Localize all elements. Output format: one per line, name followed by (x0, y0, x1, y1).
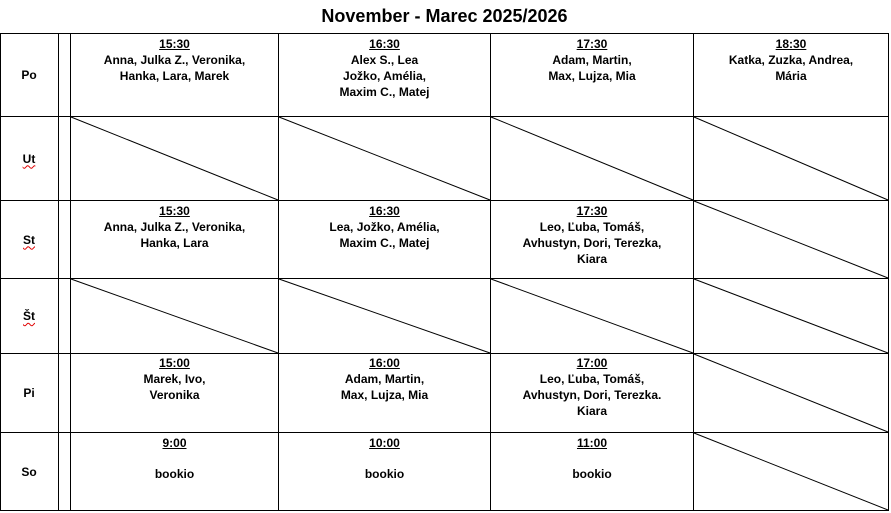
empty-cell-diagonal (694, 433, 888, 510)
day-label-pi: Pi (23, 386, 35, 400)
slot-time: 17:30 (576, 37, 608, 51)
slot-names: bookio (154, 467, 195, 481)
schedule-title: November - Marec 2025/2026 (321, 6, 568, 26)
slot-time: 17:30 (576, 204, 608, 218)
slot-names: Lea, Jožko, Amélia, Maxim C., Matej (329, 220, 440, 250)
slot-time: 15:30 (159, 37, 190, 51)
slot-time: 16:30 (369, 204, 400, 218)
slot-time: 9:00 (162, 436, 187, 450)
empty-cell-diagonal (71, 117, 278, 200)
slot-names: Anna, Julka Z., Veronika, Hanka, Lara (103, 220, 246, 250)
slot-time: 16:00 (369, 356, 400, 370)
empty-cell-diagonal (491, 117, 693, 200)
slot-time: 10:00 (369, 436, 400, 450)
empty-cell-diagonal (694, 354, 888, 432)
slot-names: Adam, Martin, Max, Lujza, Mia (548, 53, 636, 83)
slot-names: Anna, Julka Z., Veronika, Hanka, Lara, Marek (103, 53, 246, 83)
slot-time: 17:00 (576, 356, 608, 370)
empty-cell-diagonal (694, 279, 888, 353)
day-label-st: St (23, 232, 35, 247)
slot-names: bookio (364, 467, 405, 481)
slot-time: 15:30 (159, 204, 190, 218)
slot-time: 15:00 (159, 356, 190, 370)
slot-time: 16:30 (369, 37, 400, 51)
slot-names: bookio (572, 467, 612, 481)
empty-cell-diagonal (491, 279, 693, 353)
day-label-ut: Ut (22, 151, 36, 166)
empty-cell-diagonal (694, 201, 888, 278)
slot-names: Alex S., Lea Jožko, Amélia, Maxim C., Matej (339, 53, 430, 99)
slot-names: Katka, Zuzka, Andrea, Mária (728, 53, 854, 83)
empty-cell-diagonal (279, 117, 490, 200)
slot-names: Adam, Martin, Max, Lujza, Mia (340, 372, 429, 402)
slot-names: Marek, Ivo, Veronika (143, 372, 206, 402)
slot-time: 18:30 (775, 37, 807, 51)
day-label-stv: Št (23, 309, 35, 323)
empty-cell-diagonal (694, 117, 888, 200)
day-label-po: Po (21, 68, 37, 82)
day-label-so: So (21, 464, 37, 479)
slot-names: Leo, Ľuba, Tomáš, Avhustyn, Dori, Terezka, Kiara (522, 220, 662, 266)
empty-cell-diagonal (71, 279, 278, 353)
slot-names: Leo, Ľuba, Tomáš, Avhustyn, Dori, Terezka. Kiara (522, 372, 662, 418)
empty-cell-diagonal (279, 279, 490, 353)
slot-time: 11:00 (576, 436, 608, 450)
